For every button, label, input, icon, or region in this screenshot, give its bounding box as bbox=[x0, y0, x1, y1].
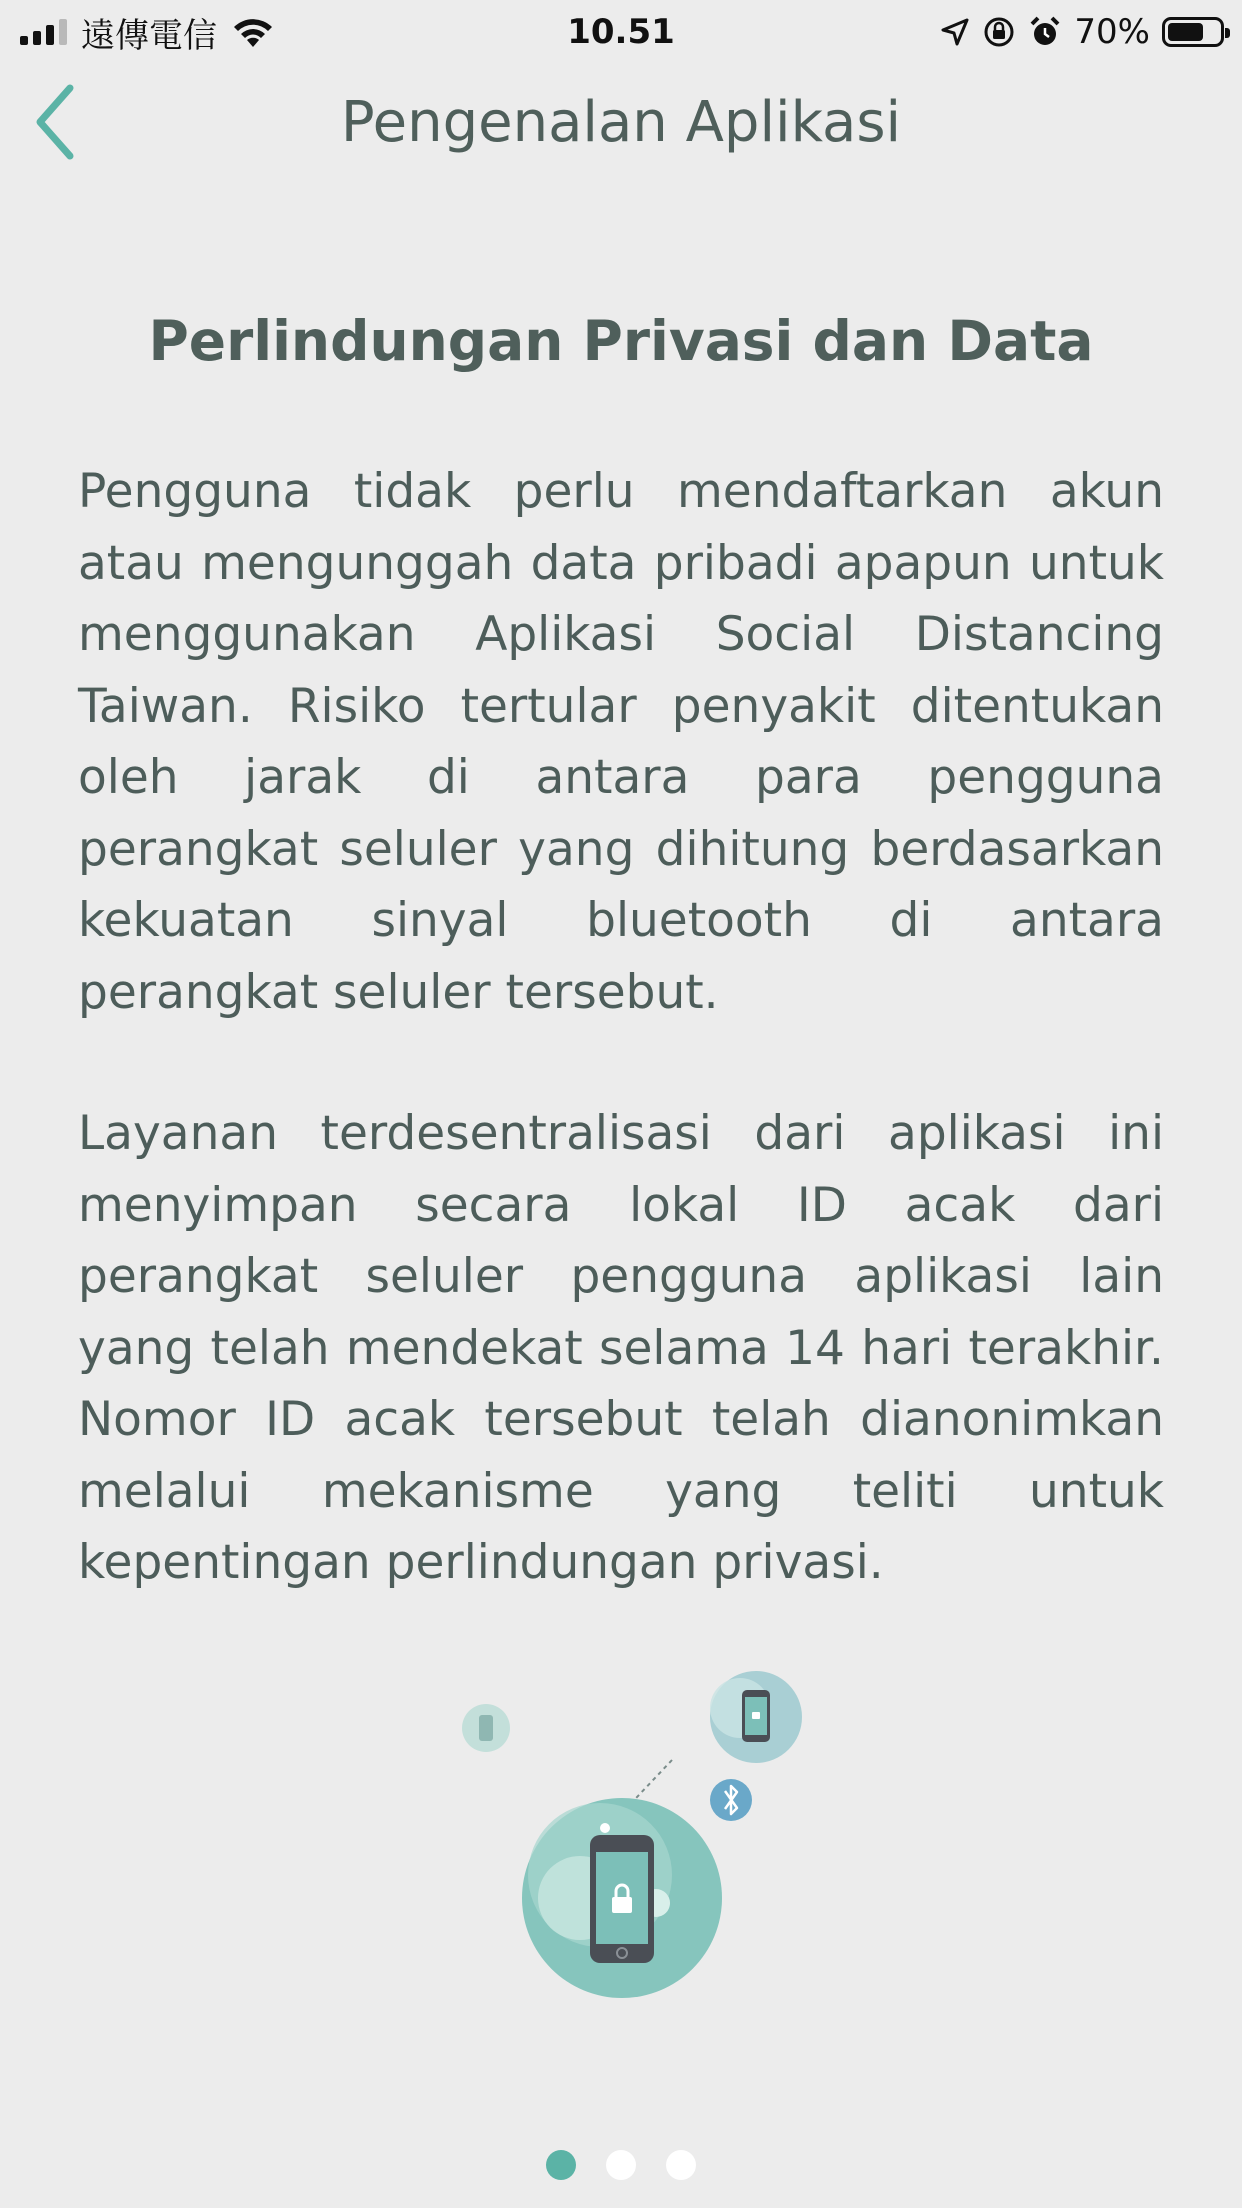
status-right bbox=[940, 8, 1224, 56]
page-dot-1[interactable] bbox=[546, 2150, 576, 2180]
paragraph-1: Pengguna tidak perlu mendaftarkan akun atau mengunggah data pribadi apapun untuk menggunakan Aplikasi Social Distancing Taiwan. Risiko tertular penyakit ditentukan oleh jarak di antara para pengguna perangkat seluler yang dihitung berdasarkan kekuatan sinyal bluetooth di antara perangkat seluler tersebut. bbox=[78, 464, 1164, 1020]
page-dot-3[interactable] bbox=[666, 2150, 696, 2180]
small-phone-bubble-icon bbox=[462, 1704, 510, 1752]
section-title: Perlindungan Privasi dan Data bbox=[148, 309, 1094, 373]
status-time: 10.51 bbox=[567, 12, 675, 52]
paragraph-2: Layanan terdesentralisasi dari aplikasi ini menyimpan secara lokal ID acak dari perangkat seluler pengguna aplikasi lain yang telah mendekat selama 14 hari terakhir. Nomor ID acak tersebut telah dianonimkan melalui mekanisme yang teliti untuk kepentingan perlindungan privasi. bbox=[78, 1106, 1164, 1590]
page-title: Pengenalan Aplikasi bbox=[340, 90, 902, 155]
battery-icon bbox=[1162, 17, 1224, 47]
rotation-lock-icon bbox=[982, 15, 1016, 49]
alarm-icon bbox=[1028, 15, 1062, 49]
bluetooth-icon bbox=[710, 1779, 752, 1821]
main-phone-bubble-icon bbox=[522, 1798, 722, 1998]
status-bar bbox=[0, 0, 1242, 62]
location-icon bbox=[940, 17, 970, 47]
page-indicator bbox=[0, 2150, 1242, 2180]
page-dot-2[interactable] bbox=[606, 2150, 636, 2180]
privacy-illustration bbox=[440, 1660, 840, 2010]
battery-percentage: 70% bbox=[1074, 12, 1150, 52]
carrier-name: 遠傳電信 bbox=[81, 15, 217, 56]
phone-bubble-icon bbox=[710, 1671, 802, 1763]
